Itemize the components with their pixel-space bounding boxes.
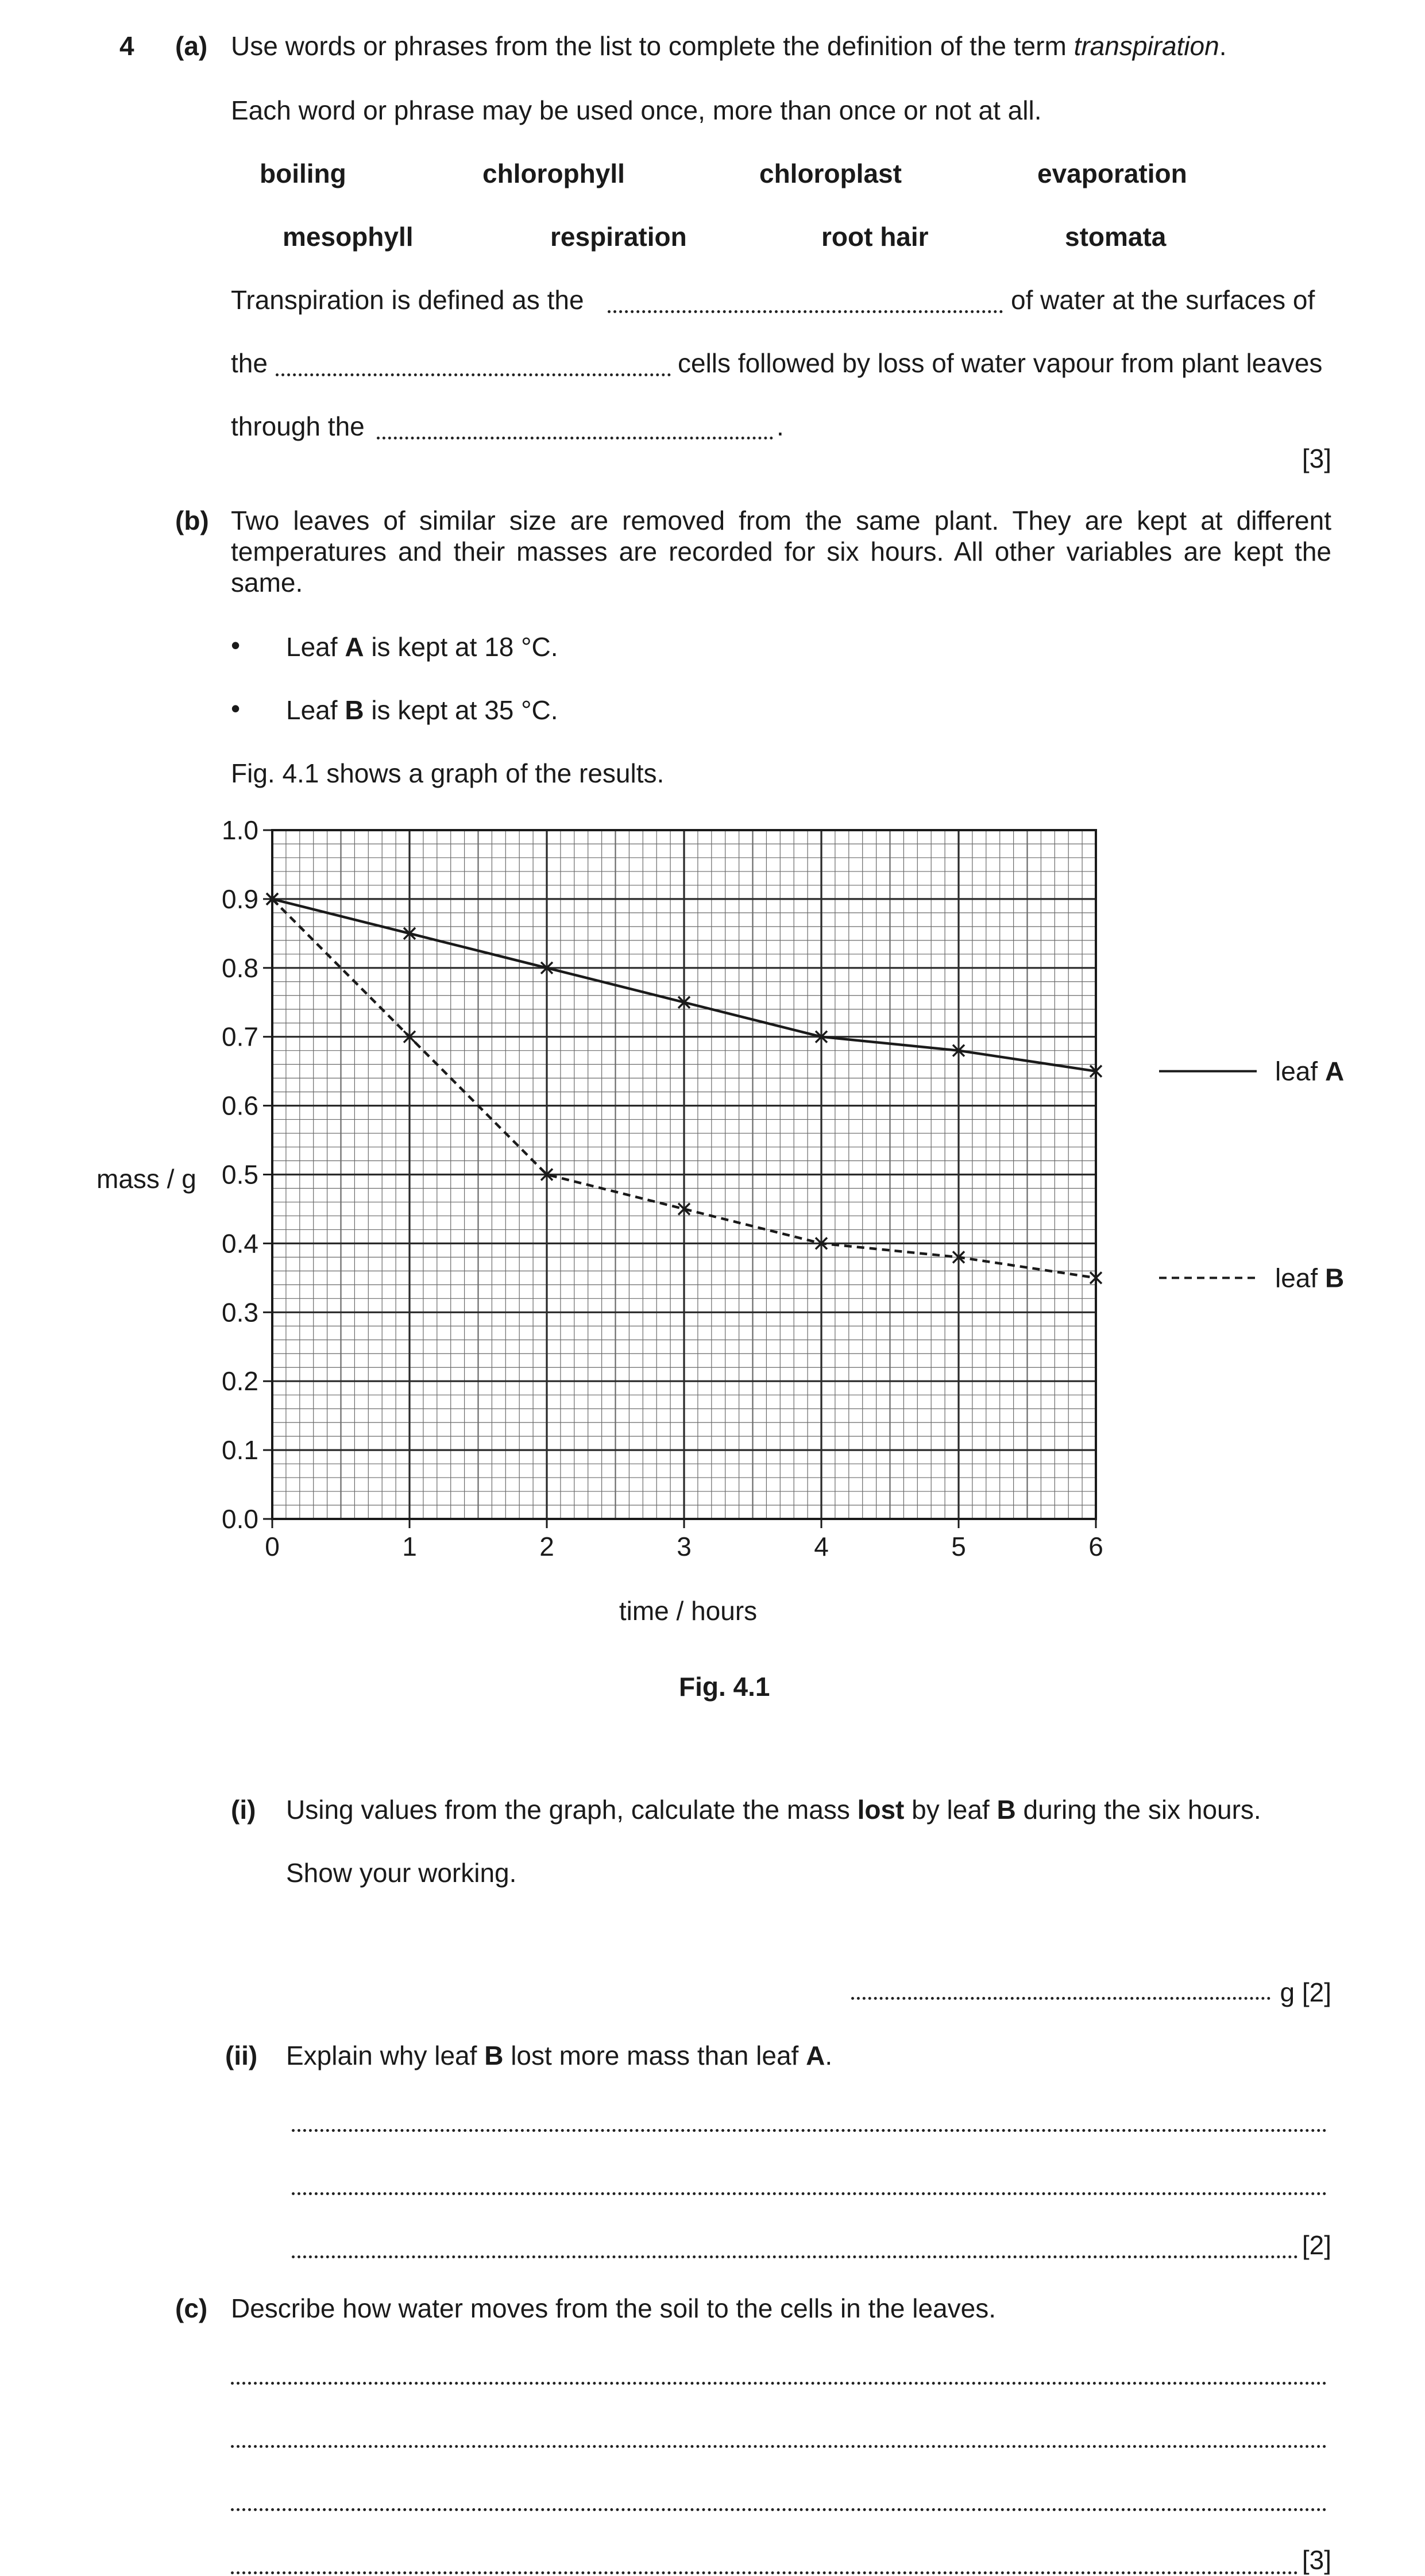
- bi-bold-b: B: [997, 1795, 1016, 1825]
- marks-c: [3]: [1302, 2545, 1331, 2575]
- part-a-instruction: Each word or phrase may be used once, more than once or not at all.: [231, 95, 1042, 125]
- bullet1-bold: A: [345, 632, 364, 662]
- sentence2-start: the: [231, 348, 268, 378]
- part-b-text-line1: Two leaves of similar size are removed from the same plant. They are kept at different: [231, 506, 1331, 535]
- x-tick-label: 3: [677, 1532, 692, 1561]
- fig-intro: Fig. 4.1 shows a graph of the results.: [231, 758, 665, 788]
- legend-text-bold: B: [1324, 1263, 1345, 1293]
- figure-caption: Fig. 4.1: [679, 1672, 770, 1702]
- bii-bold-b: B: [484, 2041, 504, 2070]
- bullet-dot-1: •: [231, 630, 241, 660]
- part-b-ii-question: [286, 2039, 832, 2072]
- word-chloroplast: chloroplast: [759, 159, 902, 188]
- sentence1-start: Transpiration is defined as the: [231, 285, 584, 315]
- y-tick-label: 0.4: [222, 1228, 258, 1259]
- part-b-text-line2: temperatures and their masses are recorded for six hours. All other variables are kept the: [231, 537, 1331, 566]
- y-tick-label: 0.6: [222, 1090, 258, 1121]
- y-tick-label: 0.8: [222, 952, 258, 983]
- y-tick-label: 0.1: [222, 1435, 258, 1466]
- bullet2-pre: Leaf: [286, 695, 345, 725]
- part-b-text-line3: same.: [231, 568, 303, 597]
- part-c-prompt: Describe how water moves from the soil to the cells in the leaves.: [231, 2293, 997, 2323]
- x-tick-label: 0: [265, 1532, 280, 1561]
- sentence1-end: of water at the surfaces of: [1011, 285, 1315, 315]
- bi-post: during the six hours.: [1015, 1795, 1261, 1825]
- part-b-i-question: [286, 1794, 1261, 1826]
- y-tick-label: 0.7: [222, 1021, 258, 1052]
- legend-label-a: [1275, 1056, 1344, 1086]
- word-stomata: stomata: [1065, 222, 1167, 252]
- x-axis-label: time / hours: [619, 1596, 758, 1626]
- bullet2-bold: B: [345, 695, 364, 725]
- bi-mid: by leaf: [904, 1795, 997, 1825]
- legend: [1159, 1056, 1344, 1293]
- x-tick-label: 2: [539, 1532, 554, 1561]
- bullet2-post: is kept at 35 °C.: [364, 695, 558, 725]
- word-boiling: boiling: [260, 159, 346, 188]
- bii-pre: Explain why leaf: [286, 2041, 485, 2070]
- y-axis-label: mass / g: [96, 1164, 196, 1194]
- x-tick-label: 4: [814, 1532, 829, 1561]
- term-transpiration: transpiration: [1073, 31, 1219, 61]
- word-evaporation: evaporation: [1037, 159, 1187, 188]
- bi-bold-lost: lost: [857, 1795, 905, 1825]
- legend-text: leaf: [1275, 1056, 1325, 1086]
- bii-bold-a: A: [806, 2041, 825, 2070]
- answer-line-c-1[interactable]: [231, 2382, 1327, 2385]
- bii-mid: lost more mass than leaf: [503, 2041, 806, 2070]
- part-b-label: (b): [175, 506, 209, 535]
- y-tick-label: 0.9: [222, 884, 258, 914]
- sentence3-start: through the: [231, 411, 365, 441]
- answer-line-c-2[interactable]: [231, 2445, 1327, 2448]
- x-tick-label: 5: [951, 1532, 966, 1561]
- bullet1-post: is kept at 18 °C.: [364, 632, 558, 662]
- marks-a: [3]: [1302, 444, 1331, 473]
- part-a-label: (a): [175, 31, 208, 61]
- part-b-ii-label: (ii): [225, 2041, 258, 2070]
- bii-post: .: [825, 2041, 833, 2070]
- y-tick-label: 0.2: [222, 1366, 258, 1397]
- sentence3-end: .: [777, 411, 784, 441]
- legend-text-bold: A: [1324, 1056, 1345, 1086]
- part-b-i-working: Show your working.: [286, 1858, 517, 1888]
- answer-line-b-ii-1[interactable]: [292, 2129, 1327, 2132]
- part-a-prompt-text: Use words or phrases from the list to complete the definition of the term: [231, 31, 1074, 61]
- bi-pre: Using values from the graph, calculate the mass: [286, 1795, 858, 1825]
- word-respiration: respiration: [550, 222, 687, 252]
- answer-line-c-3[interactable]: [231, 2508, 1327, 2511]
- y-tick-label: 0.0: [222, 1504, 258, 1534]
- x-tick-label: 6: [1088, 1532, 1103, 1561]
- y-tick-label: 0.3: [222, 1297, 258, 1328]
- sentence2-end: cells followed by loss of water vapour from plant leaves: [678, 348, 1323, 378]
- word-mesophyll: mesophyll: [283, 222, 414, 252]
- marks-b-ii: [2]: [1302, 2230, 1331, 2260]
- legend-label-b: [1275, 1263, 1344, 1293]
- marks-b-i: g [2]: [1280, 1977, 1331, 2007]
- bullet-dot-2: •: [231, 693, 241, 723]
- y-tick-label: 1.0: [222, 815, 258, 845]
- answer-line-b-ii-2[interactable]: [292, 2192, 1327, 2195]
- part-c-label: (c): [175, 2293, 208, 2323]
- bullet1-pre: Leaf: [286, 632, 345, 662]
- word-root-hair: root hair: [821, 222, 929, 252]
- x-tick-label: 1: [402, 1532, 417, 1561]
- answer-line-b-ii-3[interactable]: [292, 2255, 1298, 2258]
- part-b-i-label: (i): [231, 1795, 256, 1825]
- word-chlorophyll: chlorophyll: [482, 159, 625, 188]
- y-tick-label: 0.5: [222, 1159, 258, 1190]
- part-a-prompt-end: .: [1219, 31, 1227, 61]
- question-number: 4: [119, 31, 134, 61]
- answer-line-c-4[interactable]: [231, 2571, 1298, 2574]
- legend-text: leaf: [1275, 1263, 1325, 1293]
